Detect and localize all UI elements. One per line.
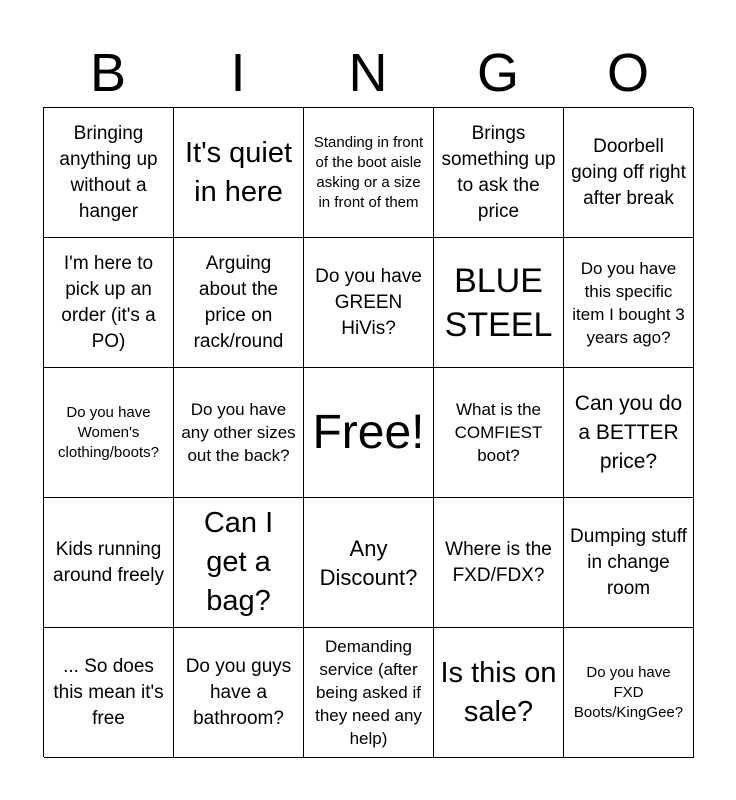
header-letter-o: O [606,43,649,103]
bingo-cell-text: Brings something up to ask the price [441,122,556,222]
bingo-cell-text: What is the COMFIEST boot? [454,400,543,465]
bingo-cell-r3-c2[interactable] [174,368,304,498]
bingo-cell-text: BLUE STEEL [444,261,553,344]
bingo-cell-text: Bringing anything up without a hanger [59,122,158,222]
bingo-cell-text: Can I get a bag? [203,507,274,617]
bingo-cell-r2-c2[interactable] [174,238,304,368]
bingo-cell-r3-c5[interactable] [564,368,694,498]
bingo-cell-text: Kids running around freely [53,538,164,586]
bingo-cell-free[interactable] [304,368,434,498]
bingo-cell-r2-c3[interactable] [304,238,434,368]
bingo-cell-text: Do you have FXD Boots/KingGee? [573,663,684,721]
bingo-cell-r4-c2[interactable] [174,498,304,628]
bingo-cell-text: Do you have this specific item I bought 3 years ago? [572,258,685,347]
bingo-cell-text: Do you have Women's clothing/boots? [58,403,159,461]
bingo-cell-r2-c1[interactable] [44,238,174,368]
bingo-cell-r5-c1[interactable] [44,628,174,758]
bingo-cell-r5-c4[interactable] [434,628,564,758]
bingo-cell-r5-c2[interactable] [174,628,304,758]
bingo-cell-text: ... So does this mean it's free [53,655,164,729]
bingo-cell-r5-c5[interactable] [564,628,694,758]
bingo-cell-text: Standing in front of the boot aisle asking or a size in front of them [313,133,424,211]
bingo-cell-r3-c1[interactable] [44,368,174,498]
bingo-card-grid [43,107,693,757]
bingo-cell-text: Do you have GREEN HiVis? [315,265,422,339]
bingo-cell-r2-c5[interactable] [564,238,694,368]
header-letter-b: B [89,43,127,103]
bingo-cell-r1-c5[interactable] [564,108,694,238]
bingo-cell-text: Is this on sale? [440,656,557,728]
bingo-cell-text: Any Discount? [319,535,418,590]
bingo-cell-text: It's quiet in here [184,136,293,208]
bingo-header [43,38,693,108]
bingo-cell-text: Free! [312,405,425,459]
bingo-cell-text: Can you do a BETTER price? [574,392,683,473]
bingo-cell-r2-c4[interactable] [434,238,564,368]
bingo-cell-r1-c2[interactable] [174,108,304,238]
bingo-cell-text: Dumping stuff in change room [570,525,687,599]
bingo-cell-r1-c1[interactable] [44,108,174,238]
bingo-cell-r3-c4[interactable] [434,368,564,498]
bingo-cell-r4-c4[interactable] [434,498,564,628]
header-letter-n: N [348,43,388,103]
bingo-cell-text: Doorbell going off right after break [571,135,686,209]
bingo-cell-text: Demanding service (after being asked if they need any help) [315,637,422,748]
bingo-cell-r5-c3[interactable] [304,628,434,758]
bingo-cell-r4-c5[interactable] [564,498,694,628]
bingo-cell-r1-c4[interactable] [434,108,564,238]
bingo-cell-text: Do you have any other sizes out the back? [181,400,296,465]
bingo-cell-text: Arguing about the price on rack/round [193,252,284,352]
bingo-cell-r1-c3[interactable] [304,108,434,238]
bingo-cell-text: I'm here to pick up an order (it's a PO) [61,252,156,352]
header-letter-g: G [476,43,519,103]
bingo-cell-r4-c1[interactable] [44,498,174,628]
bingo-cell-text: Do you guys have a bathroom? [185,655,292,729]
bingo-cell-text: Where is the FXD/FDX? [445,538,552,586]
header-letter-i: I [230,43,246,103]
bingo-cell-r4-c3[interactable] [304,498,434,628]
